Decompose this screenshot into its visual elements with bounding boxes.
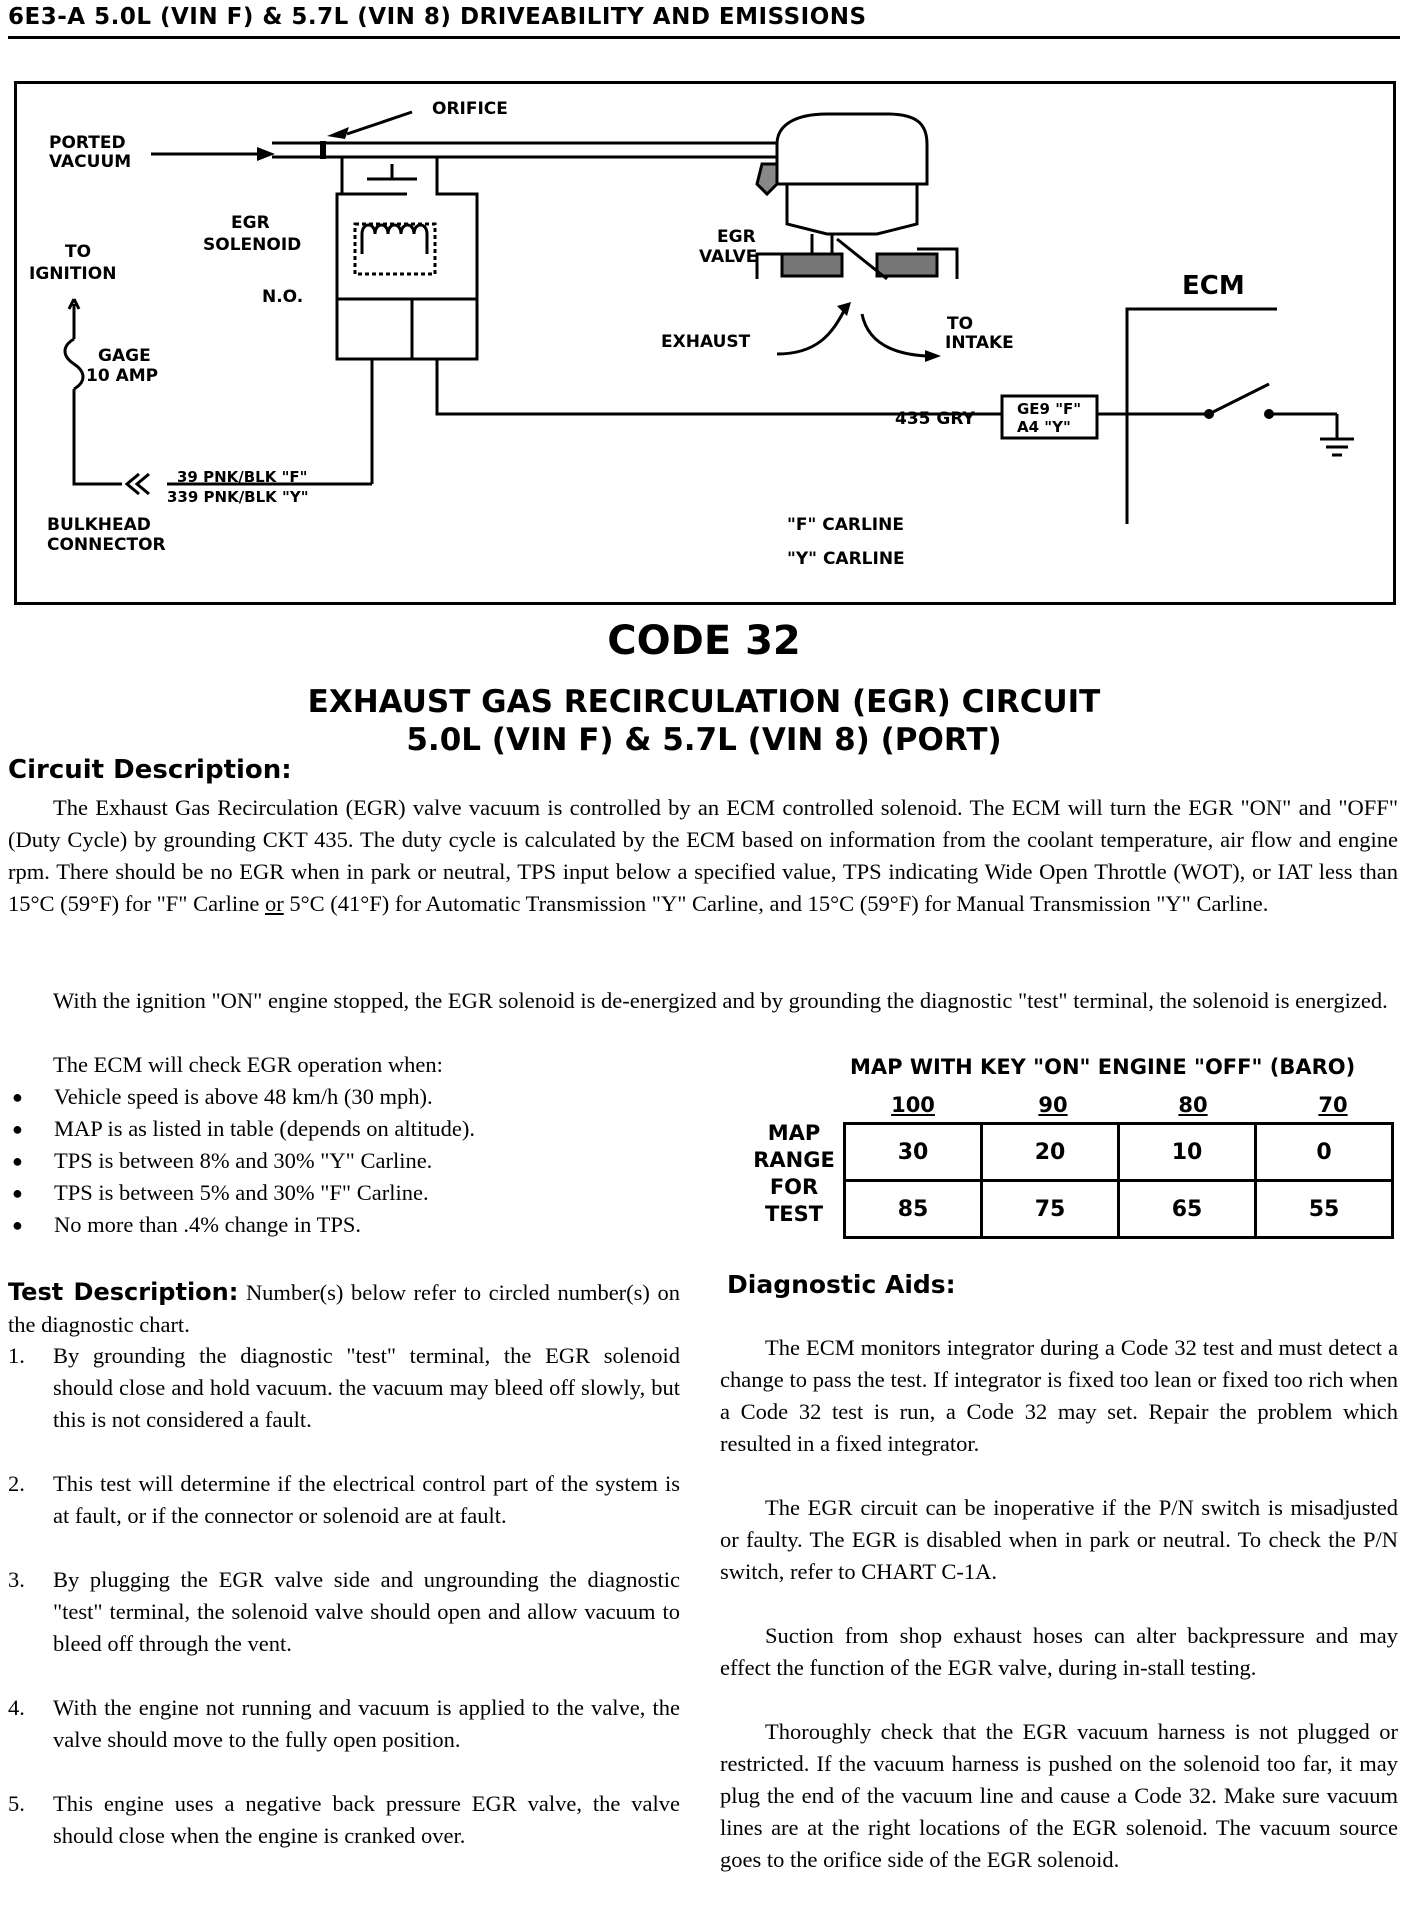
table-cell: 20 [982, 1124, 1119, 1181]
egr-circuit-diagram [14, 81, 1396, 605]
engine-title: 5.0L (VIN F) & 5.7L (VIN 8) (PORT) [406, 722, 1002, 758]
table-cell: 30 [845, 1124, 982, 1181]
page-header: 6E3-A 5.0L (VIN F) & 5.7L (VIN 8) DRIVEABILITY AND EMISSIONS [8, 0, 1400, 39]
list-item: ● TPS is between 5% and 30% "F" Carline. [8, 1177, 638, 1209]
table-cell: 0 [1256, 1124, 1393, 1181]
label-to: TO [65, 242, 92, 262]
table-cell: 55 [1256, 1181, 1393, 1238]
para1-part-a: The Exhaust Gas Recirculation (EGR) valve vacuum is controlled by an ECM controlled solenoid. The ECM will turn the EGR "ON" and "OFF" (Duty Cycle) by grounding CKT 435. The duty cycle is calculated by the ECM based on information from the coolant temperature, air flow and engine rpm. There should be no EGR when in park or neutral, TPS input below a specified value, TPS indicating Wide Open Throttle (WOT), or IAT less than 15°C (59°F) for "F" Carline [8, 795, 1398, 916]
label-egr: EGR [231, 213, 270, 233]
test-item-1: By grounding the diagnostic "test" terminal, the EGR solenoid should close and hold vacuum. the vacuum may bleed off slowly, but this is not considered a fault. [53, 1343, 680, 1432]
check-intro: The ECM will check EGR operation when: [53, 1052, 443, 1077]
map-table-title: MAP WITH KEY "ON" ENGINE "OFF" (BARO) [850, 1055, 1356, 1079]
table-row [845, 1124, 1393, 1181]
label-bulkhead: BULKHEAD [47, 515, 151, 535]
label-connector: CONNECTOR [47, 535, 166, 555]
label-exhaust: EXHAUST [661, 332, 751, 352]
check-conditions-list [8, 1081, 638, 1241]
para1-part-b: 5°C (41°F) for Automatic Transmission "Y" Carline, and 15°C (59°F) for Manual Transmission "Y" Carline. [289, 891, 1269, 916]
test-description-heading: Test Description: [8, 1278, 239, 1306]
map-col-header: 70 [1318, 1093, 1348, 1117]
table-cell: 65 [1119, 1181, 1256, 1238]
label-egr-2: EGR [717, 227, 756, 247]
table-row [845, 1181, 1393, 1238]
label-ignition: IGNITION [29, 264, 117, 284]
list-item: ● Vehicle speed is above 48 km/h (30 mph). [8, 1081, 638, 1113]
diagnostic-aids-heading: Diagnostic Aids: [727, 1270, 956, 1299]
label-wire-339: 339 PNK/BLK "Y" [167, 488, 309, 506]
map-row-label: MAP RANGE FOR TEST [753, 1121, 835, 1226]
table-cell: 85 [845, 1181, 982, 1238]
list-item: ● No more than .4% change in TPS. [8, 1209, 638, 1241]
list-item: ● TPS is between 8% and 30% "Y" Carline. [8, 1145, 638, 1177]
label-gage: GAGE [98, 346, 151, 366]
label-vacuum: VACUUM [49, 152, 132, 172]
label-solenoid: SOLENOID [203, 235, 302, 255]
label-normally-open: N.O. [262, 287, 304, 307]
circuit-description-para2: With the ignition "ON" engine stopped, the EGR solenoid is de-energized and by grounding the diagnostic "test" terminal, the solenoid is energized. [53, 988, 1388, 1013]
label-ecm: ECM [1182, 271, 1245, 301]
code-title: CODE 32 [607, 618, 801, 664]
diagnostic-aids-para1: The ECM monitors integrator during a Code 32 test and must detect a change to pass the test. If integrator is fixed too lean or fixed too rich when a Code 32 test is run, a Code 32 may set. Repair the problem which resulted in a fixed integrator. [720, 1335, 1398, 1456]
test-item-5: This engine uses a negative back pressure EGR valve, the valve should close when the engine is cranked over. [53, 1791, 680, 1848]
diagnostic-aids-para4: Thoroughly check that the EGR vacuum harness is not plugged or restricted. If the vacuum harness is pushed on the solenoid too far, it may plug the end of the vacuum line and cause a Code 32. Make sure vacuum lines are at the right locations of the EGR solenoid. The vacuum source goes to the orifice side of the EGR solenoid. [720, 1719, 1398, 1872]
label-f-carline: "F" CARLINE [787, 515, 904, 535]
table-cell: 10 [1119, 1124, 1256, 1181]
test-description-intro: Test Description: Number(s) below refer to circled number(s) on the diagnostic chart. [8, 1278, 680, 1337]
label-ported: PORTED [49, 133, 126, 153]
label-y-carline: "Y" CARLINE [787, 549, 905, 569]
map-col-header: 80 [1178, 1093, 1208, 1117]
map-col-header: 100 [891, 1093, 935, 1117]
circuit-title: EXHAUST GAS RECIRCULATION (EGR) CIRCUIT [307, 684, 1101, 720]
label-valve: VALVE [699, 247, 758, 267]
label-wire-39: 39 PNK/BLK "F" [177, 468, 308, 486]
test-item-4: With the engine not running and vacuum is applied to the valve, the valve should move to the fully open position. [53, 1695, 680, 1752]
test-item-2: This test will determine if the electrical control part of the system is at fault, or if the connector or solenoid are at fault. [53, 1471, 680, 1528]
label-435-gry: 435 GRY [895, 409, 975, 429]
circuit-description-heading: Circuit Description: [8, 755, 292, 785]
label-10-amp: 10 AMP [86, 366, 159, 386]
test-item-3: By plugging the EGR valve side and ungrounding the diagnostic "test" terminal, the solenoid valve should open and allow vacuum to bleed off through the vent. [53, 1567, 680, 1656]
label-intake: INTAKE [945, 333, 1014, 353]
circuit-description-para1 [8, 792, 1398, 920]
label-orifice: ORIFICE [432, 99, 508, 119]
map-table [843, 1122, 1394, 1239]
list-item: ● MAP is as listed in table (depends on altitude). [8, 1113, 638, 1145]
label-connector-a4: A4 "Y" [1017, 418, 1071, 436]
diagnostic-aids-para3: Suction from shop exhaust hoses can alter backpressure and may effect the function of the EGR valve, during in-stall testing. [720, 1623, 1398, 1680]
label-to-2: TO [947, 314, 974, 334]
label-connector-ge9: GE9 "F" [1017, 400, 1082, 418]
map-col-header: 90 [1038, 1093, 1068, 1117]
table-cell: 75 [982, 1181, 1119, 1238]
diagnostic-aids-para2: The EGR circuit can be inoperative if the P/N switch is misadjusted or faulty. The EGR is disabled when in park or neutral. To check the P/N switch, refer to CHART C-1A. [720, 1495, 1398, 1584]
diagram-drawing [17, 84, 1393, 602]
para1-or: or [264, 891, 284, 916]
